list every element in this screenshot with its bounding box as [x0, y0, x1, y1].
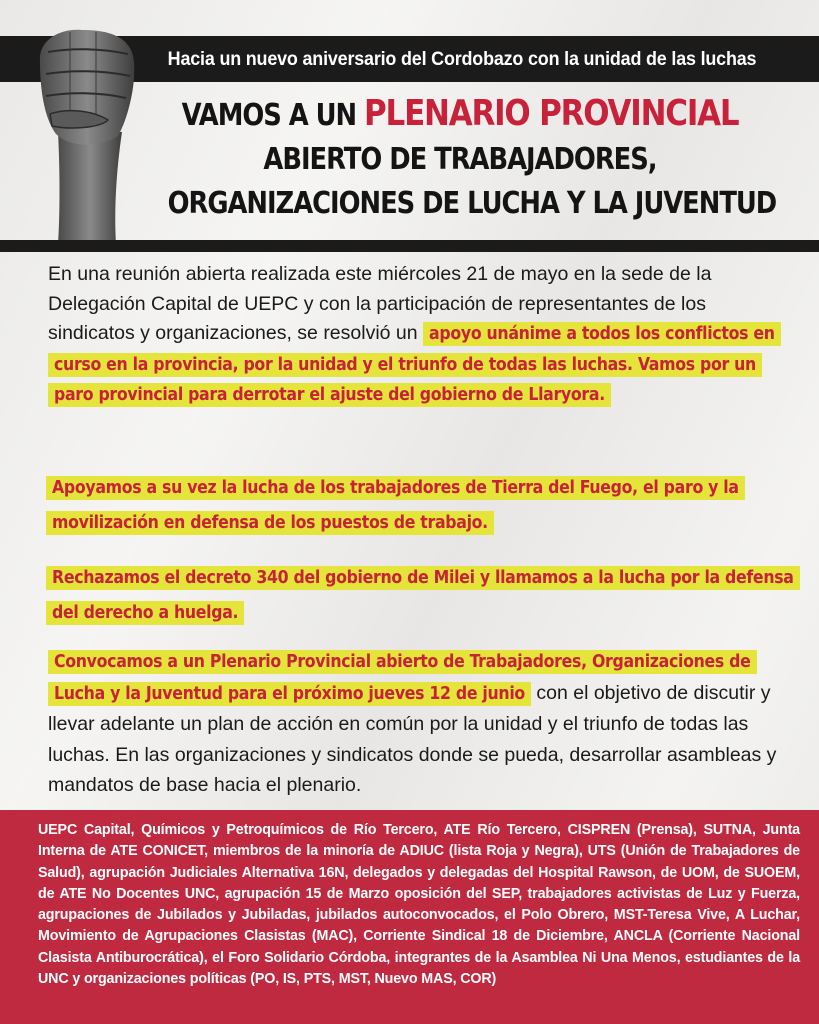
paragraph-2-highlight: Apoyamos a su vez la lucha de los trabajadores de Tierra del Fuego, el paro y la movilización en defensa de los puestos de trabajo.: [46, 476, 745, 535]
paragraph-1-highlight: apoyo unánime a todos los conflictos en curso en la provincia, por la unidad y el triunfo de todas las luchas. Vamos por un paro provincial para derrotar el ajuste del gobierno de Llaryora.: [48, 322, 781, 407]
headline-line-1: [168, 92, 753, 138]
headline-line-3: ORGANIZACIONES DE LUCHA Y LA JUVENTUD: [167, 186, 777, 221]
header-kicker: Hacia un nuevo aniversario del Cordobazo con la unidad de las luchas: [167, 48, 757, 70]
header-bottom-rule: [0, 240, 819, 252]
paragraph-1-lead: En una reunión abierta realizada este miércoles 21 de mayo en la sede de la Delegación Capital de UEPC y con la participación de representantes de los sindicatos y organizaciones, se resolvió un: [48, 263, 712, 344]
paragraph-2: [46, 470, 806, 540]
paragraph-4-highlight: Convocamos a un Plenario Provincial abierto de Trabajadores, Organizaciones de Lucha y la Juventud para el próximo jueves 12 de junio: [48, 650, 757, 706]
paragraph-4: [48, 646, 788, 801]
headline: [120, 92, 800, 226]
headline-prefix: VAMOS A UN: [181, 98, 365, 133]
paragraph-4-tail: con el objetivo de discutir y llevar adelante un plan de acción en común por la unidad y el triunfo de todas las luchas. En las organizaciones y sindicatos donde se pueda, desarrollar asambleas y mandatos de base hacia el plenario.: [48, 681, 777, 796]
paragraph-3-highlight: Rechazamos el decreto 340 del gobierno de Milei y llamamos a la lucha por la defensa del derecho a huelga.: [46, 566, 800, 625]
signatories-text: UEPC Capital, Químicos y Petroquímicos de Río Tercero, ATE Río Tercero, CISPREN (Prensa), SUTNA, Junta Interna de ATE CONICET, miembros de la minoría de ADIUC (lista Roja y Negra), UTS (Unión de Trabajadores de Salud), agrupación Judiciales Alternativa 16N, delegados y delegadas del Hospital Rawson, de UOM, de SUOEM, de ATE No Docentes UNC, agrupación 15 de Marzo oposición del SEP, trabajadores activistas de Luz y Fuerza, agrupaciones de Jubilados y Jubiladas, jubilados autoconvocados, el Polo Obrero, MST-Teresa Vive, A Luchar, Movimiento de Agrupaciones Clasistas (MAC), Corriente Sindical 18 de Diciembre, ANCLA (Corriente Nacional Clasista Antiburocrática), el Foro Solidario Córdoba, integrantes de la Asamblea Ni Una Menos, estudiantes de la UNC y organizaciones políticas (PO, IS, PTS, MST, Nuevo MAS, COR): [38, 822, 800, 988]
paragraph-1: [48, 260, 788, 411]
paragraph-3: [46, 560, 806, 630]
headline-line-2: ABIERTO DE TRABAJADORES,: [263, 142, 657, 177]
headline-highlight: PLENARIO PROVINCIAL: [364, 93, 739, 134]
